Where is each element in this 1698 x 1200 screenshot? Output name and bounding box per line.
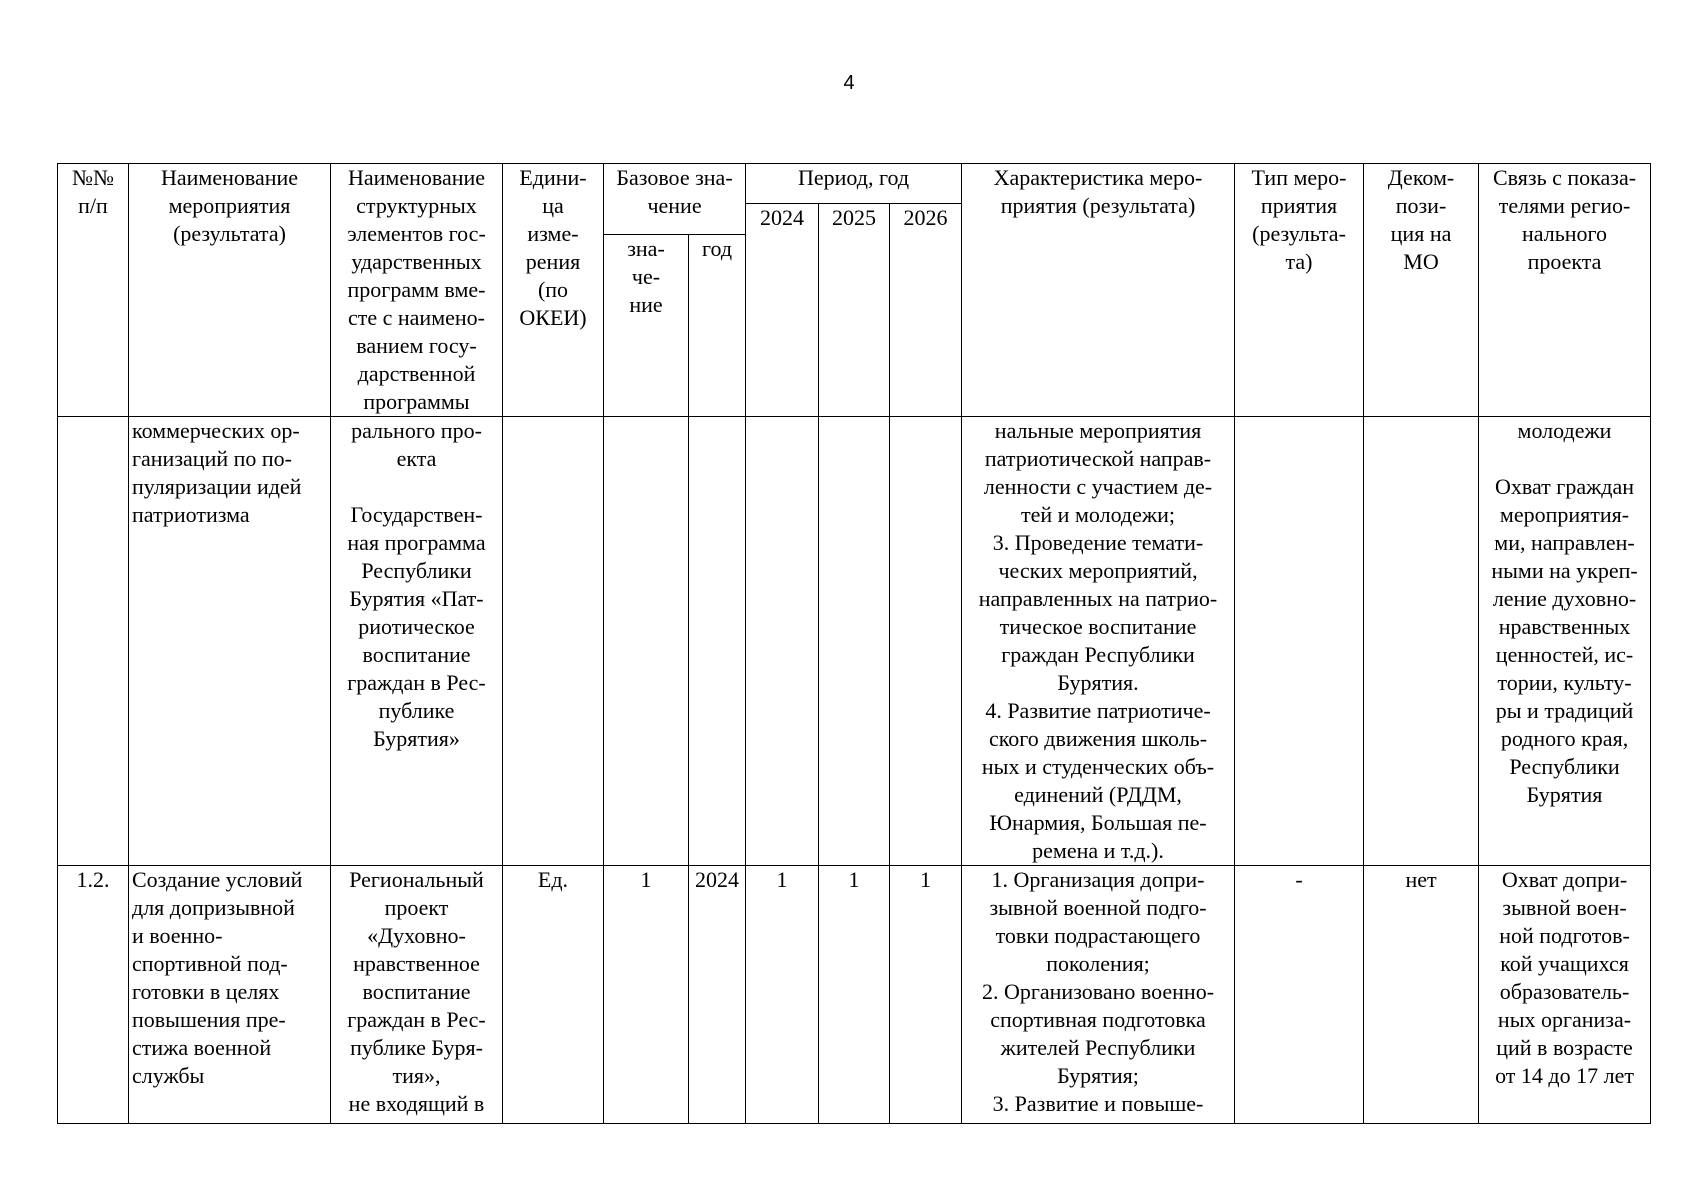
- header-structure: Наименование структурных элементов гос- ударственных программ вме- сте с наимено- ванием госу- дарственной программы: [331, 164, 503, 417]
- row-value-2025: 1: [819, 866, 890, 1124]
- row-structure: Региональный проект «Духовно- нравственное воспитание граждан в Рес- публике Буря- тия», не входящий в: [331, 866, 503, 1124]
- header-base-year: год: [689, 235, 746, 417]
- header-base: Базовое зна- чение: [604, 164, 746, 235]
- header-unit: Едини- ца изме- рения (по ОКЕИ): [503, 164, 604, 417]
- row-value-2026: 1: [890, 866, 962, 1124]
- header-characteristic: Характеристика меро- приятия (результата): [962, 164, 1235, 417]
- header-period: Период, год: [746, 164, 962, 204]
- header-year-2025: 2025: [819, 204, 890, 417]
- row-link: Охват допри- зывной воен- ной подготов- кой учащихся образователь- ных организа- ций в возрасте от 14 до 17 лет: [1479, 866, 1651, 1124]
- header-year-2024: 2024: [746, 204, 819, 417]
- row-value-2024: [746, 417, 819, 866]
- row-link: молодежи Охват граждан мероприятия- ми, направлен- ными на укреп- ление духовно- нравственных ценностей, ис- тории, культу- ры и традиций родного края, Республики Бурятия: [1479, 417, 1651, 866]
- row-type: [1235, 417, 1364, 866]
- row-decomposition: нет: [1364, 866, 1479, 1124]
- header-year-2026: 2026: [890, 204, 962, 417]
- row-name: Создание условий для допризывной и военно- спортивной под- готовки в целях повышения пре- стижа военной службы: [129, 866, 331, 1124]
- row-value-2025: [819, 417, 890, 866]
- table-row: [58, 417, 1651, 866]
- row-structure: рального про- екта Государствен- ная программа Республики Бурятия «Пат- риотическое воспитание граждан в Рес- публике Бурятия»: [331, 417, 503, 866]
- row-characteristic: 1. Организация допри- зывной военной подго- товки подрастающего поколения; 2. Организовано военно- спортивная подготовка жителей Республики Бурятия; 3. Развитие и повыше-: [962, 866, 1235, 1124]
- row-type: -: [1235, 866, 1364, 1124]
- page-number: 4: [843, 72, 855, 94]
- header-type: Тип меро- приятия (результа- та): [1235, 164, 1364, 417]
- header-base-value: зна- че- ние: [604, 235, 689, 417]
- row-name: коммерческих ор- ганизаций по по- пуляризации идей патриотизма: [129, 417, 331, 866]
- row-value-2026: [890, 417, 962, 866]
- row-base-year: 2024: [689, 866, 746, 1124]
- row-num: 1.2.: [58, 866, 129, 1124]
- row-decomposition: [1364, 417, 1479, 866]
- row-characteristic: нальные мероприятия патриотической направ- ленности с участием де- тей и молодежи; 3. Проведение темати- ческих мероприятий, направленных на патрио- тическое воспитание граждан Республики Бурятия. 4. Развитие патриотиче- ского движения школь- ных и студенческих объ- единений (РДДМ, Юнармия, Большая пе- ремена и т.д.).: [962, 417, 1235, 866]
- row-unit: [503, 417, 604, 866]
- row-unit: Ед.: [503, 866, 604, 1124]
- row-base-year: [689, 417, 746, 866]
- row-base-value: [604, 417, 689, 866]
- header-num: №№ п/п: [58, 164, 129, 417]
- header-name: Наименование мероприятия (результата): [129, 164, 331, 417]
- row-base-value: 1: [604, 866, 689, 1124]
- events-table: [57, 163, 1651, 1124]
- row-value-2024: 1: [746, 866, 819, 1124]
- header-link: Связь с показа- телями регио- нального проекта: [1479, 164, 1651, 417]
- header-decomposition: Деком- пози- ция на МО: [1364, 164, 1479, 417]
- table-row: [58, 866, 1651, 1124]
- row-num: [58, 417, 129, 866]
